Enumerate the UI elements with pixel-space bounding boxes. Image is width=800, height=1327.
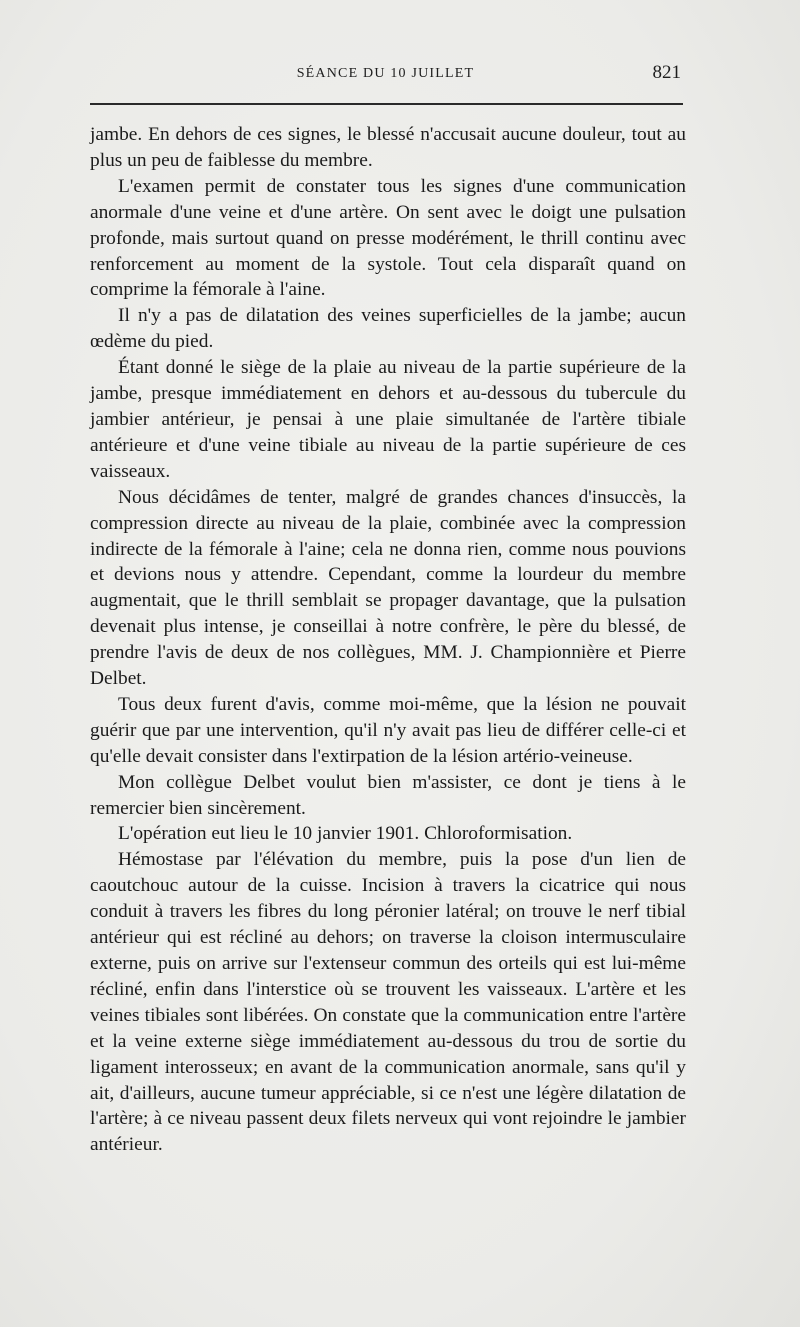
- header-rule: [90, 103, 683, 105]
- paragraph: jambe. En dehors de ces signes, le blessé n'accusait aucune douleur, tout au plus un peu de faiblesse du membre.: [90, 124, 686, 171]
- running-header: [88, 62, 683, 90]
- paragraph: Tous deux furent d'avis, comme moi-même, que la lésion ne pouvait guérir que par une intervention, qu'il n'y avait pas lieu de différer celle-ci et qu'elle devait consister dans l'extirpation de la lésion artério-veineuse.: [90, 693, 686, 767]
- paragraph: Il n'y a pas de dilatation des veines superficielles de la jambe; aucun œdème du pied.: [90, 305, 686, 353]
- paragraph: L'examen permit de constater tous les signes d'une communication anormale d'une veine et d'une artère. On sent avec le doigt une pulsation profonde, mais surtout quand on presse modérément, le thrill continu avec renforcement au moment de la systole. Tout cela disparaît quand on comprime la fémorale à l'aine.: [90, 175, 686, 301]
- paragraph: Étant donné le siège de la plaie au niveau de la partie supérieure de la jambe, presque immédiatement en dehors et au-dessous du tubercule du jambier antérieur, je pensai à une plaie simultanée de l'artère tibiale antérieure et d'une veine tibiale au niveau de la partie supérieure de ces vaisseaux.: [90, 357, 686, 482]
- body-text: [90, 122, 686, 1158]
- paragraph: L'opération eut lieu le 10 janvier 1901. Chloroformisation.: [118, 823, 573, 845]
- paragraph: Mon collègue Delbet voulut bien m'assister, ce dont je tiens à le remercier bien sincèrement.: [90, 771, 686, 819]
- page-number: 821: [652, 62, 681, 83]
- paragraph: Nous décidâmes de tenter, malgré de grandes chances d'insuccès, la compression directe au niveau de la plaie, combinée avec la compression indirecte de la fémorale à l'aine; cela ne donna rien, comme nous pouvions et devions nous y attendre. Cependant, comme la lourdeur du membre augmentait, que le thrill semblait se propager davantage, que la pulsation devenait plus intense, je conseillai à notre confrère, le père du blessé, de prendre l'avis de deux de nos collègues, MM. J. Championnière et Pierre Delbet.: [90, 486, 686, 690]
- running-title: SÉANCE DU 10 JUILLET: [296, 66, 475, 81]
- paragraph: Hémostase par l'élévation du membre, puis la pose d'un lien de caoutchouc autour de la cuisse. Incision à travers la cicatrice qui nous conduit à travers les fibres du long péronier latéral; on trouve le nerf tibial antérieur qui est récliné au dehors; on traverse la cloison intermusculaire externe, puis on arrive sur l'extenseur commun des orteils qui est lui-même récliné, enfin dans l'interstice où se trouvent les vaisseaux. L'artère et les veines tibiales sont libérées. On constate que la communication entre l'artère et la veine externe siège immédiatement au-dessous du trou de sortie du ligament interosseux; en avant de la communication anormale, sans qu'il y ait, d'ailleurs, aucune tumeur appréciable, si ce n'est une légère dilatation de l'artère; à ce niveau passent deux filets nerveux qui vont rejoindre le jambier antérieur.: [90, 849, 686, 1156]
